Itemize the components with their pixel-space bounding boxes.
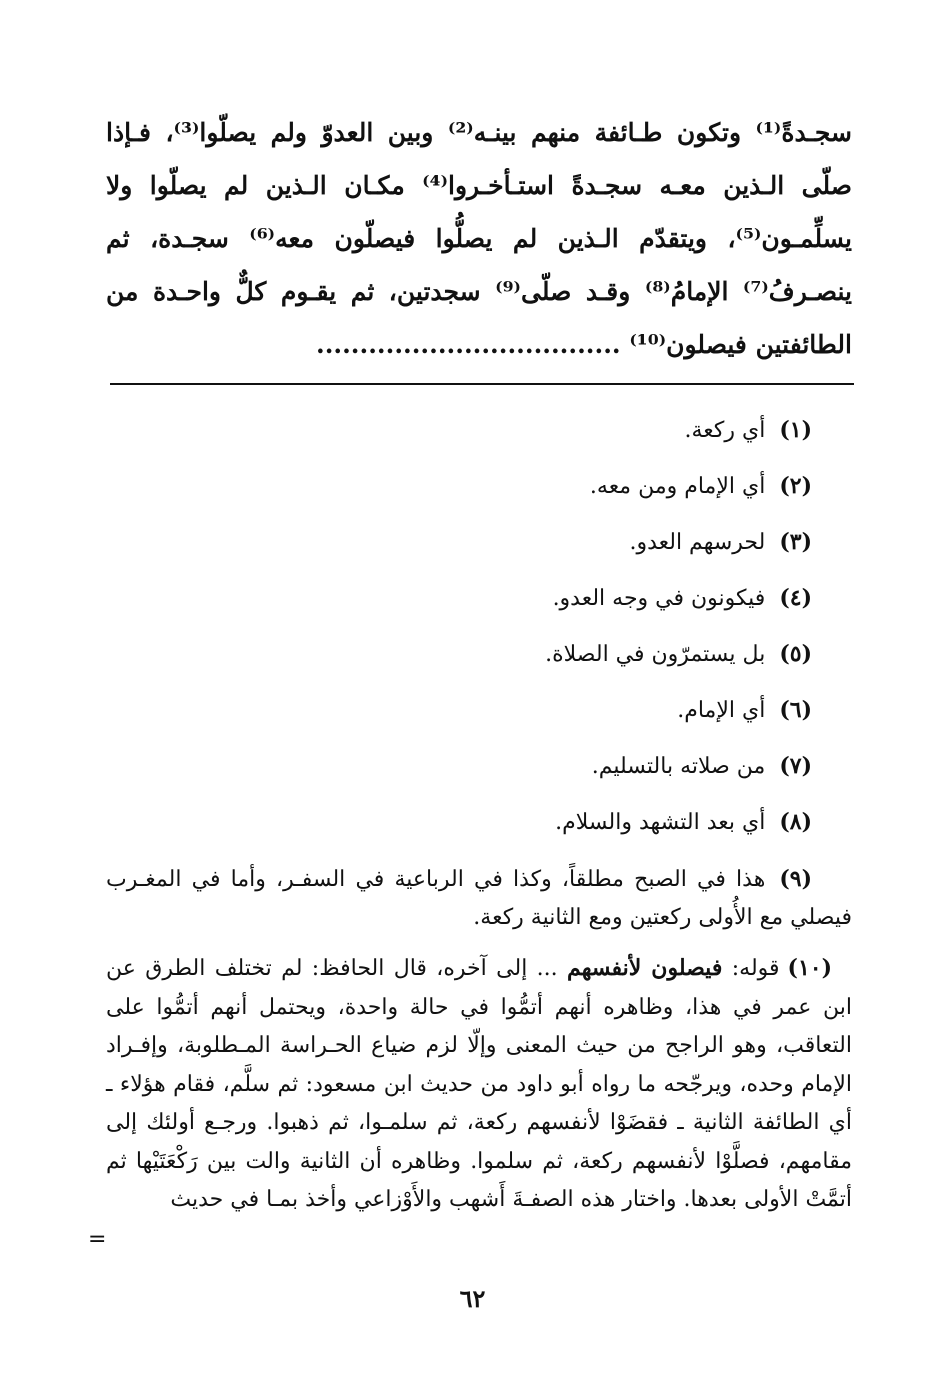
footnote-number: (٨) [779,809,812,835]
footnote-text: هذا في الصبح مطلقاً، وكذا في الرباعية في السفـر، وأما في المغـرب فيصلي مع الأُولى ركعتين ومع الثانية ركعة. [106,867,852,930]
footnote-1 [106,412,852,468]
main-paragraph-body: سجـدةً⁽¹⁾ وتكون طـائفة منهم بينـه⁽²⁾ وبين العدوّ ولم يصلّوا⁽³⁾، فـإذا صلّى الـذين معـه سجـدةً استـأخـروا⁽⁴⁾ مكـان الـذين لم يصلّوا ولا يسلِّمـون⁽⁵⁾، ويتقدّم الـذين لم يصلُّوا فيصلّون معه⁽⁶⁾ سجـدة، ثم ينصـرفُ⁽⁷⁾ الإمامُ⁽⁸⁾ وقـد صلّى⁽⁹⁾ سجدتين، ثم يقـوم كلٌّ واحـدة من الطائفتين فيصلون⁽¹⁰⁾ [106,118,852,359]
footnote-text: أي بعد التشهد والسلام. [555,810,766,835]
footnote-text: من صلاته بالتسليم. [591,754,766,779]
footnote-10 [106,949,852,1220]
footnote-4 [106,580,852,636]
footnote-7 [106,748,852,804]
footnote-number: (١٠) [787,955,833,981]
footnote-text: فيكونون في وجه العدو. [552,586,766,611]
footnote-6 [106,692,852,748]
footnote-number: (٤) [779,585,812,611]
footnote-number: (٩) [779,866,812,892]
footnote-number: (١) [779,417,812,443]
footnote-text: لحرسهم العدو. [629,530,766,555]
main-paragraph-text [106,106,852,371]
footnote-number: (٥) [779,641,812,667]
footnote-9 [106,860,852,937]
footnote-number: (٢) [779,473,812,499]
footnote-text: أي الإمام. [677,698,766,723]
footnote-text: أي ركعة. [684,418,766,443]
footnote-number: (٧) [779,753,812,779]
footnote-number: (٣) [779,529,812,555]
footnotes-section [106,412,852,1220]
main-paragraph [106,106,852,371]
footnote-lead: قوله: [731,956,780,981]
footnote-5 [106,636,852,692]
footnote-2 [106,468,852,524]
continuation-mark: = [88,1227,107,1252]
footnote-text: ... إلى آخره، قال الحافظ: لم تختلف الطرق عن ابن عمر في هذا، وظاهره أنهم أتمُّوا في حالة واحدة، ويحتمل أنهم أتمُّوا على التعاقب، وهو الراجح من حيث المعنى وإلّا لزم ضياع الحـراسة المـطلوبة، وإفـراد الإمام وحده، ويرجّحه ما رواه أبو داود من حديث ابن مسعود: ثم سلَّم، فقام هؤلاء ـ أي الطائفة الثانية ـ فقضَوْا لأنفسهم ركعة، ثم سلمـوا، ثم ذهبوا. ورجـع أولئك إلى مقامهم، فصلَّوْا لأنفسهم ركعة، ثم سلموا. وظاهره أن الثانية والت بين رَكْعَتَيْها ثم أتمَّتْ الأولى بعدها. واختار هذه الصفـةَ أَشهب والأَوْزاعي وأخذ بمـا في حديث [106,956,852,1212]
footnote-separator [110,383,854,385]
footnote-3 [106,524,852,580]
footnote-bold-phrase: فيصلون لأنفسهم [567,955,723,981]
footnote-text: أي الإمام ومن معه. [589,474,766,499]
footnote-text: بل يستمرّون في الصلاة. [545,642,766,667]
trailing-dots: ................................... [315,330,621,359]
footnote-8 [106,804,852,860]
page-number: ٦٢ [459,1284,486,1313]
footnote-number: (٦) [779,697,812,723]
